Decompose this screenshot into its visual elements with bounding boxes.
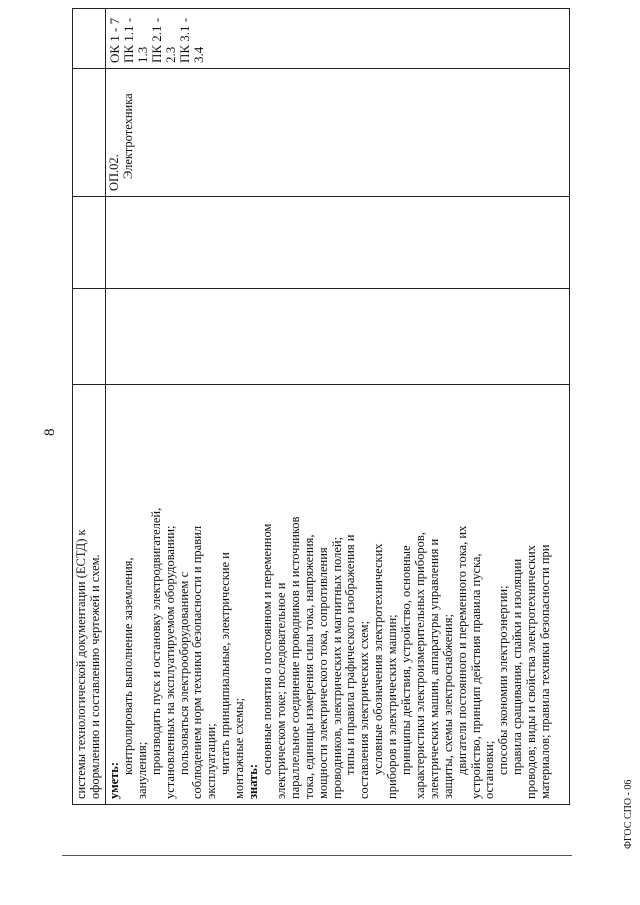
text-line: двигатели постоянного и переменного тока, их xyxy=(454,525,469,775)
competency-item: ПК 2.1 - 2.3 xyxy=(149,17,178,63)
text-line: проводов; виды и свойства электротехнических xyxy=(524,545,539,799)
table-row-discipline xyxy=(106,9,570,805)
top-text-line: системы технологической документации (ЕСТД) к xyxy=(74,529,88,799)
empty-cell xyxy=(106,197,570,289)
text-line: защиты, схемы электроснабжения; xyxy=(440,614,455,799)
competency-item: ПК 3.1 - 3.4 xyxy=(177,17,206,63)
text-line: электрическом токе; последовательное и xyxy=(273,582,288,799)
text-line: принципы действия, устройство, основные xyxy=(399,545,414,775)
text-line: параллельное соединение проводников и источников xyxy=(287,516,302,799)
table-row-header-continuation xyxy=(73,9,106,805)
empty-cell xyxy=(73,197,106,289)
text-line: устройство, принцип действия правила пуска, xyxy=(468,553,483,799)
discipline-name: Электротехника xyxy=(120,93,135,179)
top-text-line: оформлению и составлению чертежей и схем. xyxy=(87,554,102,799)
text-line: электрических машин, аппаратуры управления и xyxy=(426,538,441,799)
text-line: основные понятия о постоянном и переменном xyxy=(259,523,274,775)
discipline-code: ОП.02. xyxy=(107,154,121,191)
page-number: 8 xyxy=(42,428,58,436)
competency-item: ОК 1 - 7 xyxy=(107,17,122,63)
text-line: способы экономии электроэнергии; xyxy=(496,585,511,775)
text-line: правила сращивания, спайки и изоляции xyxy=(510,558,525,775)
competency-table xyxy=(72,8,570,805)
skills-knowledge-cell xyxy=(106,385,570,805)
text-line: установленных на эксплуатируемом оборудовании; xyxy=(162,525,177,799)
text-line: эксплуатации; xyxy=(204,723,219,799)
footer-divider xyxy=(62,855,572,856)
discipline-cell xyxy=(106,69,570,197)
text-line: контролировать выполнение заземления, xyxy=(120,557,135,775)
text-line: остановки; xyxy=(482,740,497,799)
empty-cell xyxy=(73,9,106,69)
text-line: проводников, электрических и магнитных полей; xyxy=(329,536,344,799)
text-line: производить пуск и остановку электродвигателей, xyxy=(148,507,163,775)
empty-cell xyxy=(106,289,570,385)
text-line: приборов и электрических машин; xyxy=(385,614,400,799)
top-text-cell xyxy=(73,385,106,805)
text-line: соблюдением норм техники безопасности и правил xyxy=(190,525,205,799)
footer-standard-code: ФГОС СПО - 06 xyxy=(623,779,634,849)
text-line: составления электрических схем; xyxy=(357,620,372,799)
section-heading: знать: xyxy=(246,763,261,799)
empty-cell xyxy=(73,69,106,197)
text-line: монтажные схемы; xyxy=(232,697,247,799)
text-line: характеристики электроизмерительных приборов, xyxy=(412,532,427,799)
text-line: зануления; xyxy=(134,741,149,799)
text-line: мощности электрического тока, сопротивления xyxy=(315,547,330,799)
section-heading: уметь: xyxy=(107,761,121,799)
competencies-cell xyxy=(106,9,570,69)
empty-cell xyxy=(73,289,106,385)
text-line: условные обозначения электротехнических xyxy=(371,543,386,775)
text-line: материалов; правила техники безопасности при xyxy=(538,544,553,799)
text-line: пользоваться электрооборудованием с xyxy=(176,571,191,775)
text-line: типы и правила графического изображения и xyxy=(343,534,358,775)
competency-table-wrapper xyxy=(72,9,570,805)
competency-item: ПК 1.1 - 1.3 xyxy=(121,17,150,63)
text-line: читать принципиальные, электрические и xyxy=(218,552,233,775)
text-line: тока, единицы измерения силы тока, напряжения, xyxy=(301,534,316,799)
